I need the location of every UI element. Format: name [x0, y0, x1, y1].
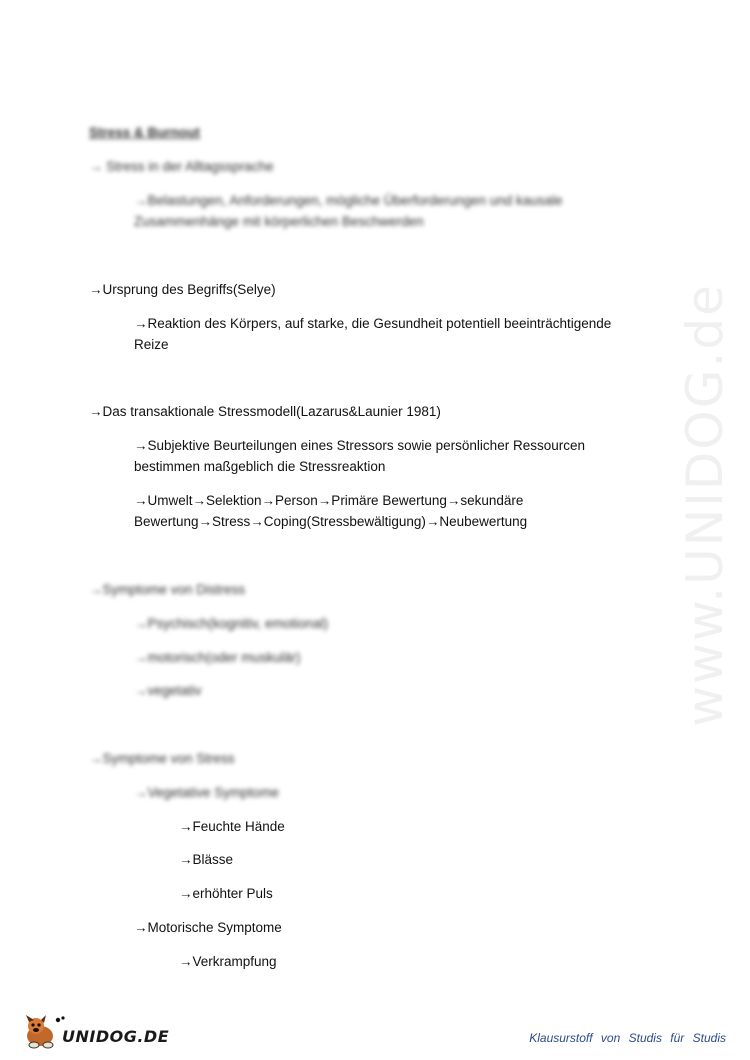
- text-line: →Reaktion des Körpers, auf starke, die Gesundheit potentiell beeinträchtigende: [134, 316, 612, 331]
- dog-icon: [22, 1014, 66, 1050]
- text-line: →Motorische Symptome: [134, 920, 282, 935]
- text-line: →Vegetative Symptome: [134, 785, 279, 800]
- text-line: → Stress in der Alltagssprache: [89, 159, 274, 174]
- text-line: →Das transaktionale Stressmodell(Lazarus&Launier 1981): [89, 404, 441, 419]
- watermark: www.UNIDOG.de: [676, 283, 734, 727]
- document-title: Stress & Burnout: [89, 125, 201, 140]
- text-line: Bewertung→Stress→Coping(Stressbewältigung)→Neubewertung: [134, 514, 528, 529]
- unidog-logo: [22, 1014, 170, 1050]
- text-line: →motorisch(oder muskulär): [134, 650, 301, 665]
- text-line: →Ursprung des Begriffs(Selye): [89, 282, 276, 297]
- text-line: Zusammenhänge mit körperlichen Beschwerden: [134, 214, 424, 229]
- logo-text: UNIDOG.DE: [62, 1027, 170, 1046]
- text-line: Reize: [134, 337, 169, 352]
- text-line: →Blässe: [179, 852, 234, 867]
- text-line: →Verkrampfung: [179, 954, 277, 969]
- text-line: →vegetativ: [134, 683, 202, 698]
- text-line: bestimmen maßgeblich die Stressreaktion: [134, 459, 386, 474]
- text-line: →Feuchte Hände: [179, 819, 285, 834]
- text-line: →Psychisch(kognitiv, emotional): [134, 616, 329, 631]
- text-line: →Symptome von Distress: [89, 582, 246, 597]
- text-line: →Symptome von Stress: [89, 751, 235, 766]
- text-line: →Umwelt→Selektion→Person→Primäre Bewertung→sekundäre: [134, 493, 524, 508]
- text-line: →Belastungen, Anforderungen, mögliche Überforderungen und kausale: [134, 193, 563, 208]
- text-line: →erhöhter Puls: [179, 886, 273, 901]
- text-line: →Subjektive Beurteilungen eines Stressors sowie persönlicher Ressourcen: [134, 438, 585, 453]
- footer-tagline: Klausurstoff von Studis für Studis: [529, 1031, 726, 1045]
